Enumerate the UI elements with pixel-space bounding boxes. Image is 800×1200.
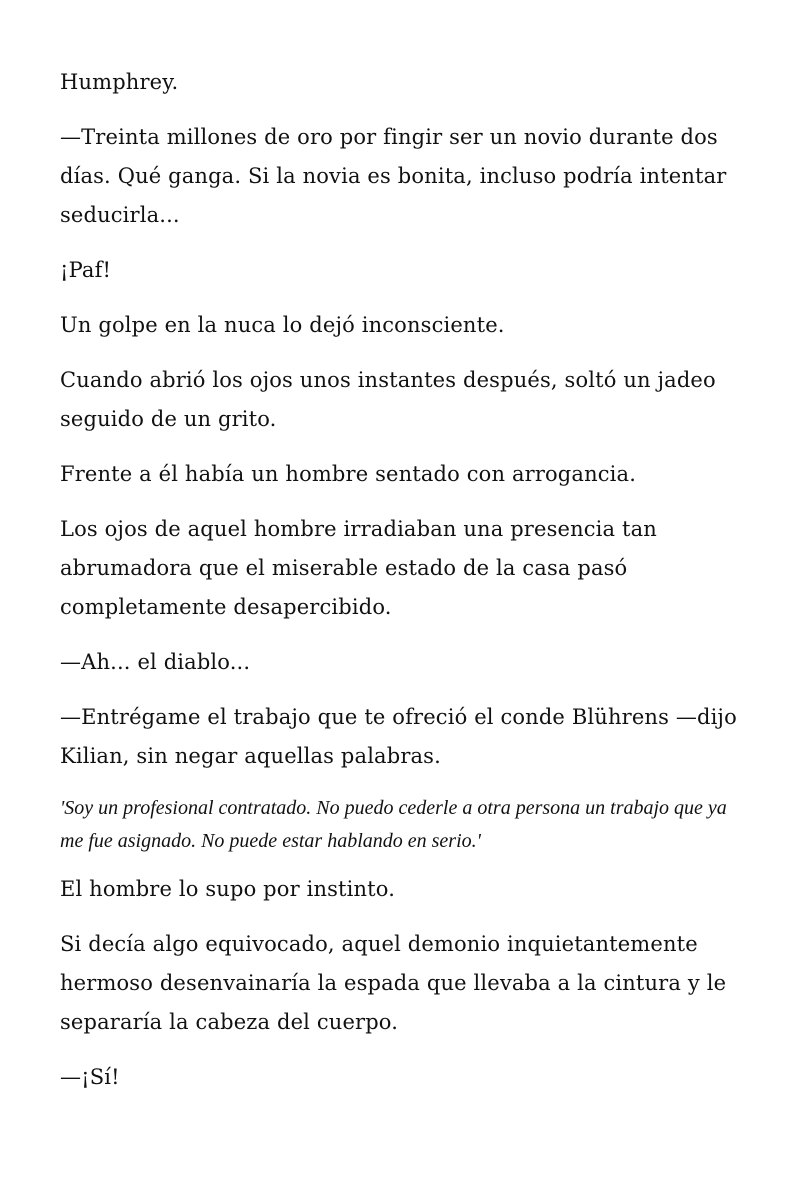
- paragraph-los-ojos: Los ojos de aquel hombre irradiaban una presencia tan abrumadora que el miserable estado de la casa pasó completamente desapercibido.: [60, 517, 657, 619]
- paragraph-si: —¡Sí!: [60, 1065, 120, 1089]
- paragraph-treinta-millones: —Treinta millones de oro por fingir ser un novio durante dos días. Qué ganga. Si la novia es bonita, incluso podría intentar seducirla...: [60, 125, 727, 227]
- paragraph-humphrey: Humphrey.: [60, 70, 179, 94]
- paragraph-cuando-abrio: Cuando abrió los ojos unos instantes después, soltó un jadeo seguido de un grito.: [60, 368, 716, 431]
- paragraph-golpe: Un golpe en la nuca lo dejó inconsciente.: [60, 313, 505, 337]
- paragraph-el-diablo: —Ah... el diablo...: [60, 650, 251, 674]
- paragraph-entregame: —Entrégame el trabajo que te ofreció el conde Blührens —dijo Kilian, sin negar aquellas palabras.: [60, 705, 737, 768]
- text-body: [60, 63, 750, 1113]
- paragraph-paf: ¡Paf!: [60, 258, 112, 282]
- paragraph-frente-a-el: Frente a él había un hombre sentado con arrogancia.: [60, 462, 637, 486]
- paragraph-instinto: El hombre lo supo por instinto.: [60, 877, 396, 901]
- paragraph-si-decia: Si decía algo equivocado, aquel demonio inquietantemente hermoso desenvainaría la espada que llevaba a la cintura y le separaría la cabeza del cuerpo.: [60, 932, 727, 1034]
- paragraph-inner-thought: 'Soy un profesional contratado. No puedo cederle a otra persona un trabajo que ya me fue asignado. No puede estar hablando en serio.': [60, 797, 727, 852]
